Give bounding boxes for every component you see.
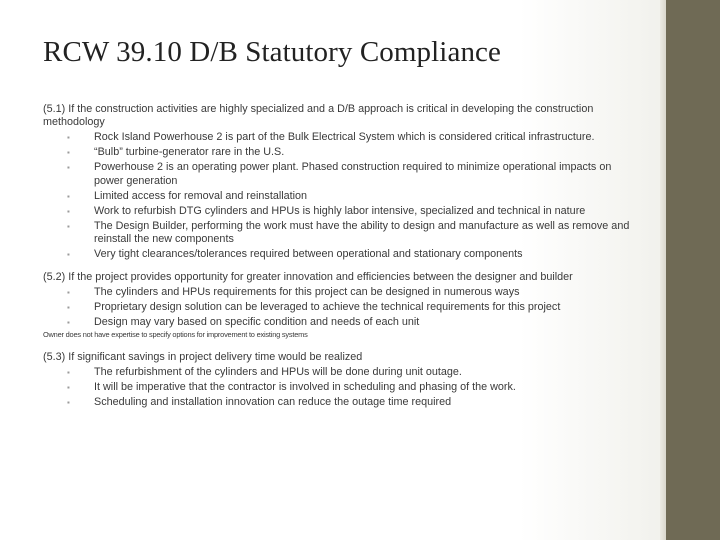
bullet-icon: ▪ [67,148,70,158]
list-item: ▪ “Bulb” turbine-generator rare in the U.S. [67,146,285,159]
section-5-1-bullets [43,131,633,261]
section-5-1-heading: (5.1) If the construction activities are highly specialized and a D/B approach is critical in developing the construction methodology [43,103,594,129]
list-item: ▪ Limited access for removal and reinstallation [67,189,308,202]
list-item: ▪ Scheduling and installation innovation can reduce the outage time required [67,396,452,409]
section-5-3-bullets [43,366,633,409]
bullet-icon: ▪ [67,368,70,378]
list-item: ▪ Very tight clearances/tolerances required between operational and stationary components [67,247,523,260]
bullet-icon: ▪ [67,163,70,173]
bullet-icon: ▪ [67,133,70,143]
list-item: ▪ The cylinders and HPUs requirements for this project can be designed in numerous ways [67,286,520,299]
section-5-2-heading: (5.2) If the project provides opportunity for greater innovation and efficiencies between the designer and builder [43,271,573,284]
slide-title: RCW 39.10 D/B Statutory Compliance [43,36,501,68]
bullet-icon: ▪ [67,318,70,328]
bullet-icon: ▪ [67,288,70,298]
list-item: ▪ Design may vary based on specific condition and needs of each unit [67,316,420,329]
list-item: ▪ The refurbishment of the cylinders and HPUs will be done during unit outage. [67,366,462,379]
spacer [43,261,633,271]
bullet-icon: ▪ [67,398,70,408]
spacer [43,339,633,351]
owner-expertise-note: Owner does not have expertise to specify options for improvement to existing systems [43,330,308,340]
list-item: ▪ Powerhouse 2 is an operating power plant. Phased construction required to minimize operational impacts on power generation [67,161,612,187]
right-sidebar-band [666,0,720,540]
section-5-2-bullets [43,286,633,329]
list-item: ▪ The Design Builder, performing the work must have the ability to design and manufacture as well as remove and reinstall the new components [67,219,630,245]
bullet-icon: ▪ [67,383,70,393]
list-item: ▪ Rock Island Powerhouse 2 is part of the Bulk Electrical System which is considered critical infrastructure. [67,131,595,144]
bullet-icon: ▪ [67,206,70,216]
bullet-icon: ▪ [67,249,70,259]
bullet-icon: ▪ [67,303,70,313]
section-5-3-heading: (5.3) If significant savings in project delivery time would be realized [43,351,363,364]
slide-body [43,103,633,410]
list-item: ▪ Proprietary design solution can be leveraged to achieve the technical requirements for this project [67,301,561,314]
list-item: ▪ It will be imperative that the contractor is involved in scheduling and phasing of the work. [67,381,516,394]
bullet-icon: ▪ [67,191,70,201]
bullet-icon: ▪ [67,221,70,231]
list-item: ▪ Work to refurbish DTG cylinders and HPUs is highly labor intensive, specialized and technical in nature [67,204,586,217]
